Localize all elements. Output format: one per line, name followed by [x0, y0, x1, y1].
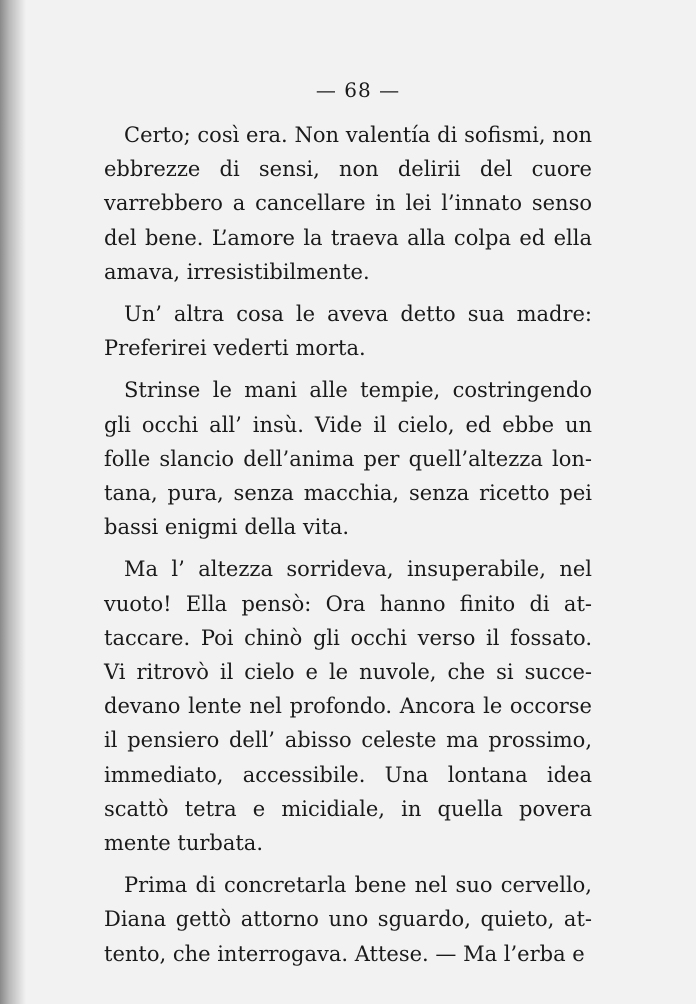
paragraph-5: Prima di concretarla bene nel suo cervello, Diana gettò attorno uno sguardo, quieto, attento, che interrogava. Attese. — Ma l’erba e — [104, 873, 592, 966]
paragraph-3: Strinse le mani alle tempie, costringendo gli occhi all’ insù. Vide il cielo, ed ebbe un folle slancio dell’anima per quell’altezza lontana, pura, senza macchia, senza ricetto pei bassi enigmi della vita. — [104, 378, 592, 540]
page-number: — 68 — — [315, 78, 401, 102]
binding-shadow — [0, 0, 26, 1004]
paragraph-4: Ma l’ altezza sorrideva, insuperabile, nel vuoto! Ella pensò: Ora hanno finito di attaccare. Poi chinò gli occhi verso il fossato. Vi ritrovò il cielo e le nuvole, che si succedevano lente nel profondo. Ancora le occorse il pensiero dell’ abisso celeste ma prossimo, immediato, accessibile. Una lontana idea scattò tetra e micidiale, in quella povera mente turbata. — [104, 557, 592, 856]
paragraph-1: Certo; così era. Non valentía di sofismi, non ebbrezze di sensi, non delirii del cuore varrebbero a cancellare in lei l’innato senso del bene. L’amore la traeva alla colpa ed ella amava, irresistibilmente. — [104, 123, 592, 284]
paragraph-2: Un’ altra cosa le aveva detto sua madre: Preferirei vederti morta. — [104, 302, 592, 361]
body-text — [104, 118, 592, 979]
